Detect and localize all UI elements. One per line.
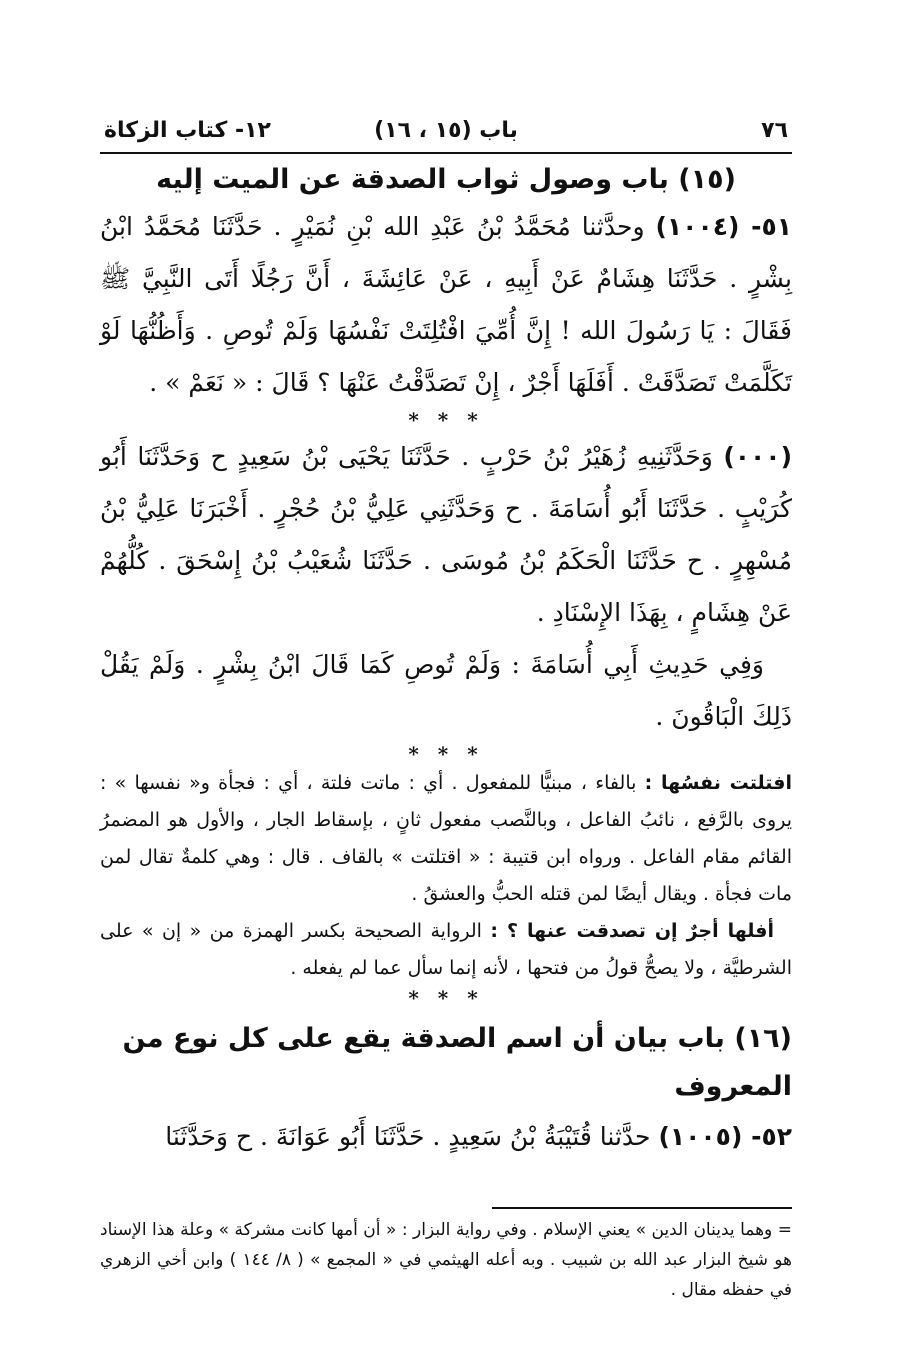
header-section: باب (١٥ ، ١٦) (374, 118, 518, 143)
footnote (100, 1215, 792, 1305)
running-header (100, 112, 792, 154)
commentary-term: أفلها أجرٌ إن تصدقت عنها ؟ : (490, 920, 774, 942)
hadith-1005 (100, 1111, 792, 1163)
separator-stars: * * * (408, 742, 484, 766)
header-book-title: ١٢- كتاب الزكاة (104, 118, 271, 143)
commentary-text: بالفاء ، مبنيًّا للمفعول . أي : ماتت فلتة ، أي : فجأة و« نفسها » : يروى بالرَّفع ، نائبُ الفاعل ، وبالنَّصب مفعول ثانٍ ، بإسقاط الجار ، والأول هو المضمرُ القائم مقام الفاعل . ورواه ابن قتيبة : « اقتلتت » بالقاف . قال : وهي كلمةٌ تقال لمن مات فجأة . ويقال أيضًا لمن قتله الحبُّ والعشقُ . (100, 772, 792, 905)
hadith-number: ٥١- (١٠٠٤) (655, 212, 793, 241)
hadith-text: وحدَّثنا مُحَمَّدُ بْنُ عَبْدِ الله بْنِ نُمَيْرٍ . حَدَّثَنَا مُحَمَّدُ ابْنُ بِشْرٍ . حَدَّثَنَا هِشَامٌ عَنْ أَبِيهِ ، عَنْ عَائِشَةَ ، أَنَّ رَجُلًا أَتَى النَّبِيَّ ﷺ فَقَالَ : يَا رَسُولَ الله ! إِنَّ أُمِّيَ افْتُلِتَتْ نَفْسُهَا وَلَمْ تُوصِ . وَأَظُنُّهَا لَوْ تَكَلَّمَتْ تَصَدَّقَتْ . أَفَلَهَا أَجْرٌ ، إِنْ تَصَدَّقْتُ عَنْهَا ؟ قَالَ : « نَعَمْ » . (100, 212, 792, 397)
separator-stars: * * * (408, 408, 484, 432)
footnote-text: وهما يدينان الدين » يعني الإسلام . وفي رواية البزار : « أن أمها كانت مشركة » وعلة هذا الإسناد هو شيخ البزار عبد الله بن شبيب . وبه أعله الهيثمي في « المجمع » ( ٨/ ١٤٤ ) وابن أخي الزهري في حفظه مقال . (100, 1220, 792, 1300)
section-15-title: (١٥) باب وصول ثواب الصدقة عن الميت إليه (156, 164, 736, 195)
hadith-number: ٥٢- (١٠٠٥) (658, 1122, 792, 1151)
chain-number: (٠٠٠) (723, 442, 792, 471)
commentary-term: افتلتت نفسُها : (644, 772, 792, 794)
hadith-chain (100, 431, 792, 639)
page-number: ٧٦ (761, 118, 788, 143)
chain-text: وَحَدَّثَنِيهِ زُهَيْرُ بْنُ حَرْبٍ . حَدَّثَنَا يَحْيَى بْنُ سَعِيدٍ ح وَحَدَّثَنَا أَبُو كُرَيْبٍ . حَدَّثَنَا أَبُو أُسَامَةَ . ح وَحَدَّثَنِي عَلِيُّ بْنُ حُجْرٍ . أَخْبَرَنَا عَلِيُّ بْنُ مُسْهِرٍ . ح حَدَّثَنَا الْحَكَمُ بْنُ مُوسَى . حَدَّثَنَا شُعَيْبُ بْنُ إِسْحَقَ . كُلُّهُمْ عَنْ هِشَامٍ ، بِهَذَا الإِسْنَادِ . (100, 442, 792, 627)
variant-note: وَفِي حَدِيثِ أَبِي أُسَامَةَ : وَلَمْ تُوصِ كَمَا قَالَ ابْنُ بِشْرٍ . وَلَمْ يَقُلْ ذَلِكَ الْبَاقُونَ . (100, 650, 792, 731)
page (100, 112, 792, 1305)
hadith-1004 (100, 201, 792, 409)
separator-stars: * * * (408, 986, 484, 1010)
footnote-rule (492, 1207, 792, 1209)
commentary-1 (100, 765, 792, 913)
hadith-text: حدَّثنا قُتَيْبَةُ بْنُ سَعِيدٍ . حَدَّثَنَا أَبُو عَوَانَةَ . ح وَحَدَّثَنَا (165, 1122, 651, 1151)
footnote-marker: = (777, 1220, 792, 1240)
section-16-title: (١٦) باب بيان أن اسم الصدقة يقع على كل نوع من المعروف (122, 1023, 792, 1102)
commentary-text: الرواية الصحيحة بكسر الهمزة من « إن » على الشرطيَّة ، ولا يصحُّ قولُ من فتحها ، لأنه إنما سأل عما لم يفعله . (100, 920, 792, 979)
commentary-2 (100, 913, 792, 987)
